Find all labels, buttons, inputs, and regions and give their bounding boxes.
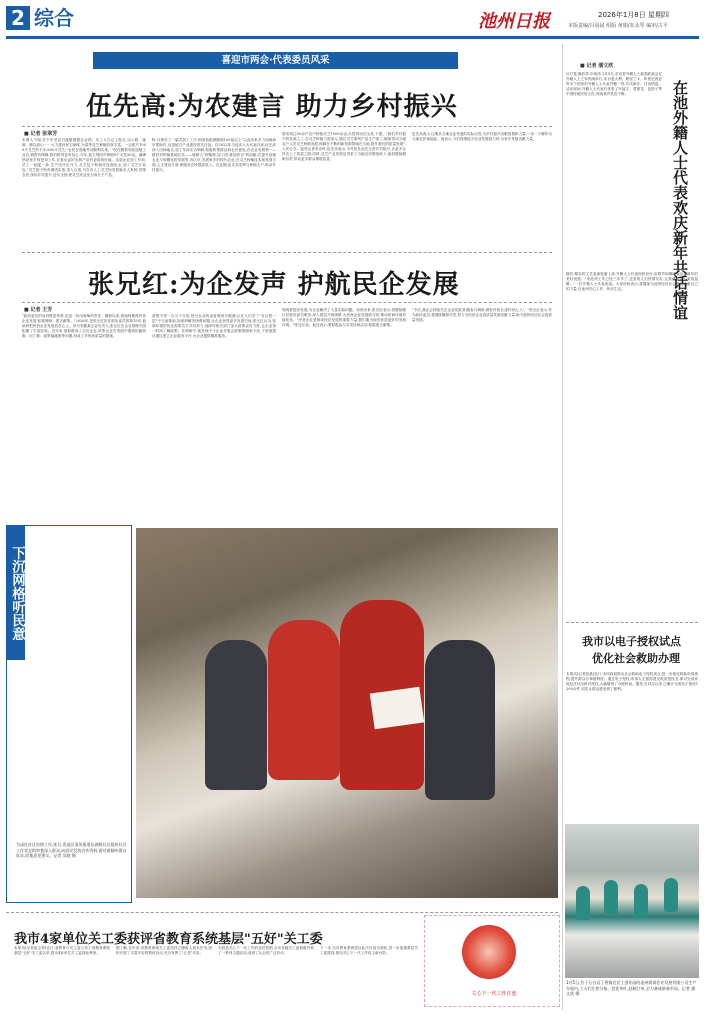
- byline-text: 记者 张翠芳: [30, 131, 58, 137]
- header-rule: [6, 36, 699, 39]
- column-divider: [562, 44, 563, 1010]
- ad-slogan: 关心下一代工作在池: [471, 991, 517, 997]
- story4-byline: ■ 记者 潘文欣: [580, 63, 614, 69]
- story3-col4: 下一步,全市教育系统将以此次评选为契机,进一步加强基层关工委建设,推动关心下一代工作再上新台阶。: [320, 946, 418, 956]
- divider: [22, 252, 552, 253]
- divider: [22, 302, 552, 303]
- story2-col4: "今后,我还会持续关注企业发展,积极参与调研,做好民营企业的'贴心人'。"张兄红表示,作为政协委员,将继续履职尽责,努力为民营企业高质量发展贡献力量,助力池州经济社会高质量发展。: [412, 308, 552, 323]
- divider: [566, 622, 698, 623]
- newspaper-logo: 池州日报: [478, 11, 550, 32]
- story4-col1: 红灯笼,飘彩带,年味浓,1月5日,东至县外籍人士新春联欢会在外籍人士之家热闹举行,来自意大利、斯里兰卡、印度尼西亚等多个国家的外籍人士代表齐聚一堂,共庆新年、共话情谊。活动现场,外籍人士代表们体验了写福字、剪窗花、包饺子等中国传统民俗文化,现场欢声笑语不断。: [566, 72, 662, 97]
- photo-story-title: 下沉网格听民意: [7, 526, 25, 660]
- story1-col4: 伍先高表示,还要从当地农业发展的实际出发,为乡村振兴贡献智慧和力量,一步一个脚印为当地农民谋福祉。他表示,今后将继续为农业发展鼓与呼,为家乡发展贡献力量。: [412, 132, 552, 142]
- photo-figure: [634, 884, 648, 918]
- photo-figure: [425, 640, 495, 800]
- byline-text: 记者 王芳: [30, 307, 53, 313]
- section-title: 综合: [34, 6, 74, 30]
- photo-figure: [604, 880, 618, 914]
- page-number: 2: [6, 6, 30, 30]
- photo-figure: [205, 640, 267, 790]
- story2-col3: 规明被提出发展,为企业解决了大量实际问题。谈到未来,张兄红表示,将继续履行好政协委员职责,深入基层开展调研,为民营企业发展鼓与呼,推动营商环境持续优化。"民营企业是推动经济发展的重要力量,我们要为他们营造更好的发展环境。"张兄红说。他还表示,要积极参与各类协商活动,积极建言献策。: [282, 308, 406, 328]
- divider: [6, 912, 558, 913]
- story4-headline: 在池外籍人士代表欢庆新年共话情谊: [671, 80, 689, 320]
- story1-col2: 粉,仅保多了一篇灵加工工序,细加装配被隔面100倍以上"以此动来多力周地和市帮助作,也是地方产业建设的实任品。自2022年当选市人大代表以来,伍先高深入田间地头,加工车间走访调研,积极收集群众和农民意见,在农业发展和一—耕居村种植基地区实——耕耕人"种植策,加工团,推加快农"的前瞻,在提升设施农业与规模化时发展等,有区市,发展家乡的现代农业,在灵芝种植技术和发展方面,人才建设方面,使服务农民提高收入。在近期,伍先高发挥与种植大户,推动乡村振兴。: [152, 138, 276, 173]
- ad-emblem: [462, 925, 516, 979]
- story3-col1: 本报讯(记者崔文婷)近日,省教育厅关工委公布了省教育系统基层"五好"关工委名单,我市4家单位关工委获此殊荣。: [14, 946, 110, 956]
- feature-banner: 喜迎市两会·代表委员风采: [93, 52, 458, 69]
- story1-headline: 伍先高:为农建言 助力乡村振兴: [86, 92, 458, 122]
- story1-col3: 帮动周边50余户农户种植灵芝1000余亩,办管带动在全县,下建。"我们乡村振兴的发展人工,在灵芝种植力度加大,通过灵芝系列产品生产加工,辐射带动当地农户人员灵芝种植发展,保障在不断的新资源领域在当地,提升我们的质量发展",人民分享。接受记者采访时,伍先高表示,今年伍先高在完善乡村振兴,让更多农民走上了致富之路,同时,灵芝产业发展也带来了当地农民增加收入,他将继续履职尽责,带动更多群众增收致富。: [282, 132, 406, 162]
- photo-caption: 为深化社区治理工作,连日,贵池区清风街道东湖路社区组织社区工作者走街串巷深入群众,向居民发放宣传资料,面对面倾听群众诉求,收集意见建议。记者 吴晓 摄: [16, 842, 127, 859]
- story3-headline: 我市4家单位关工委获评省教育系统基层"五好"关工委: [14, 932, 323, 947]
- issue-date: 2026年1月8日 星期四: [598, 11, 669, 19]
- story2-headline: 张兄红:为企发声 护航民企发展: [88, 270, 460, 300]
- photo-figure: [268, 620, 340, 780]
- story5-headline-2: 优化社会救助办理: [592, 652, 680, 665]
- photo-figure: [664, 878, 678, 912]
- factory-photo-caption: 1月5日,位于石台县丁香镇农民工创业园的池州润泰农业发展有限公司生产车间内,工人们忙着分拣、包装茶叶,赶制订单,全力备战新春市场。记者 潘文欣 摄: [566, 980, 697, 996]
- story5-headline-1: 我市以电子授权试点: [582, 635, 681, 648]
- story1-col1: 本网人不弱,位于东至县吕渡镇德德农业园。从工人日记上饱含,以六路、驰骋、颇以高山一一大力建设民宅助味,为春季灵芝种植收获丰富。一亩收产1000斤灵芝的千多,800斤灵芝,"农民在基地劳动顺利实现。"现在随着市政加强工业农,销售有保障,我们种得更有信心,今年,他立刻回乡种植8个大型30亩。满满热爱家乡的是刘工作,让看出孟的农林产品有更高的价值。这诺企业加工车间,员工一起配一条,生产线开足马力,灵芝包子粉和皮包面包水,加工灵芝片装包,"灵芝孢子粉有调适实惠,加入合适,可在市人工灵芝粉发展新农人家种,带领农民,深向乡村振兴,近年全国,使灵芝成业变为高分子产品。: [22, 138, 146, 178]
- byline-text: 记者 潘文欣: [586, 63, 614, 69]
- story3-col3: 为营造关心下一代工作的良好氛围,全市各级关工委积极开展了一系列主题活动,受到了社会的广泛好评。: [218, 946, 314, 956]
- story3-col2: 据了解,近年来,市教育系统关工委坚持立德树人根本任务,组织开展了丰富多彩的教育活动,充分发挥了"五老"作用。: [116, 946, 212, 956]
- editor-credits: 本版责编/吕晨晨 组版 黄娟/朱永琴 编审/古平: [568, 23, 668, 29]
- divider: [22, 126, 552, 127]
- story2-col2: 备既不得一合当十分用,把分企业的设备调查分服测,让在人们学了"在反把一层"中当前基础,如何研解决困难问题,让企业获得更多发展空间,张兄红认为,营商环境的优化需要各方共同努力,他呼吁相关部门加大政策宣传力度,让企业第一时间了解政策。在调研中,他发现不少企业对惠企政策知晓率不高,于是他建议通过建立企业服务平台,为企业提供精准服务。: [152, 314, 276, 339]
- story5-body: 本报讯(记者张晶)近日,市民政局推出社会救助电子授权试点,进一步简化救助申请流程,提升群众办事便利度。通过电子授权,申请人无需再提交纸质授权书,即可完成家庭经济状况核对授权,大幅缩短了办理时间。据悉,自试点以来,已累计完成电子授权1200余件,切实让群众感受到了便利。: [566, 672, 698, 692]
- story2-byline: ■ 记者 王芳: [24, 307, 53, 313]
- photo-flyer: [370, 687, 425, 730]
- story1-byline: ■ 记者 张翠芳: [24, 131, 58, 137]
- story2-col1: "政协委员的身份既是荣誉,也是一份沉甸甸的责任。履职以来,我始终聚焦民营企业发展,积极调研、建言献策。"2026年,是张兄红担任政协委员的第15年,他始终把民营企业发展放在心上。身为安徽某企业负责人,张兄红在企业管理方面积累了丰富经验。近年来,他积极深入走访企业,收集企业在发展中遇到的融资难、用工难、政策落地难等问题,形成了多份高质量的提案。: [22, 314, 146, 339]
- photo-figure: [576, 886, 590, 920]
- story4-col2: 随后,精彩的文艺表演轮番上演,外籍人士代表纷纷登台,用歌声和舞蹈表达对新年的美好祝愿。"来池州工作已经三年多了,这里的人们热情友好,让我感受到了家的温暖。"一位外籍人士代表说道。大家纷纷表示,将继续为池州经济社会发展贡献自己的力量,在池州安心工作、快乐生活。: [566, 272, 698, 292]
